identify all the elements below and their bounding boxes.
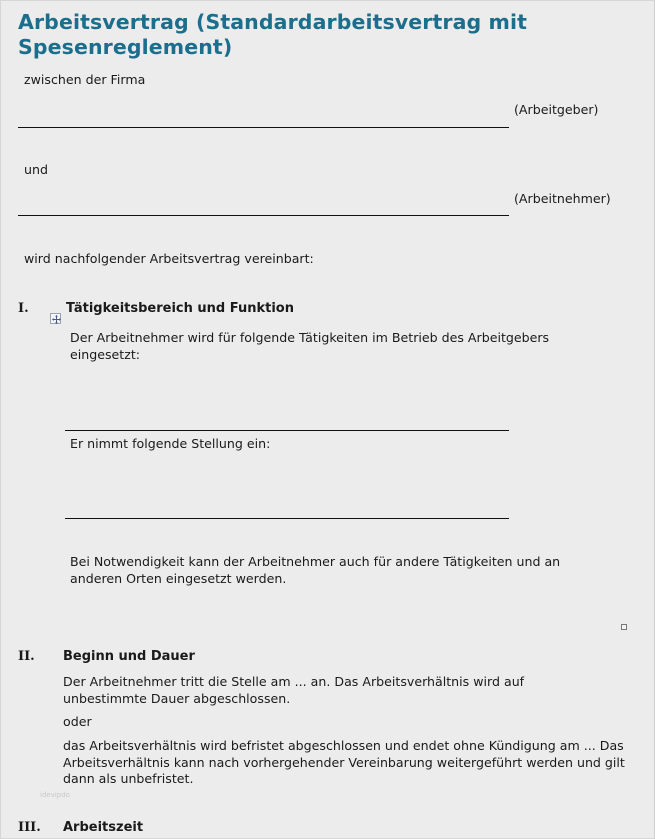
between-text: zwischen der Firma bbox=[24, 72, 146, 87]
document-title: Arbeitsvertrag (Standardarbeitsvertrag mit Spesenreglement) bbox=[18, 10, 528, 59]
employer-label: (Arbeitgeber) bbox=[514, 102, 599, 117]
agreement-text: wird nachfolgender Arbeitsvertrag vereinbart: bbox=[24, 251, 314, 266]
section-3-heading: Arbeitszeit bbox=[63, 820, 144, 835]
section-1-paragraph-3: Bei Notwendigkeit kann der Arbeitnehmer auch für andere Tätigkeiten und an anderen Orten eingesetzt werden. bbox=[70, 554, 561, 586]
section-2-paragraph-3: das Arbeitsverhältnis wird befristet abgeschlossen und endet ohne Kündigung am ... Das Arbeitsverhältnis kann nach vorhergehender Vereinbarung weitergeführt werden und gilt dann als unbefristet. bbox=[63, 738, 625, 786]
section-3-number: III. bbox=[18, 820, 41, 835]
watermark: idevipdo bbox=[40, 791, 70, 799]
section-1-paragraph-1: Der Arbeitnehmer wird für folgende Tätigkeiten im Betrieb des Arbeitgebers eingesetzt: bbox=[70, 330, 550, 362]
activities-input-line[interactable] bbox=[65, 430, 509, 431]
position-input-line[interactable] bbox=[65, 518, 509, 519]
section-2-number: II. bbox=[18, 649, 35, 664]
employer-signature-line[interactable] bbox=[18, 127, 509, 128]
employee-signature-line[interactable] bbox=[18, 215, 509, 216]
section-2-heading: Beginn und Dauer bbox=[63, 649, 195, 664]
four-way-arrow-icon[interactable] bbox=[50, 313, 61, 324]
section-1-number: I. bbox=[18, 301, 29, 316]
section-1-heading: Tätigkeitsbereich und Funktion bbox=[66, 301, 294, 316]
section-2-paragraph-2: oder bbox=[63, 714, 92, 729]
and-text: und bbox=[24, 162, 48, 177]
section-1-paragraph-2: Er nimmt folgende Stellung ein: bbox=[70, 436, 271, 451]
employee-label: (Arbeitnehmer) bbox=[514, 191, 611, 206]
section-2-paragraph-1: Der Arbeitnehmer tritt die Stelle am ... an. Das Arbeitsverhältnis wird auf unbestimmte Dauer abgeschlossen. bbox=[63, 674, 525, 706]
resize-square-icon[interactable] bbox=[621, 624, 627, 630]
